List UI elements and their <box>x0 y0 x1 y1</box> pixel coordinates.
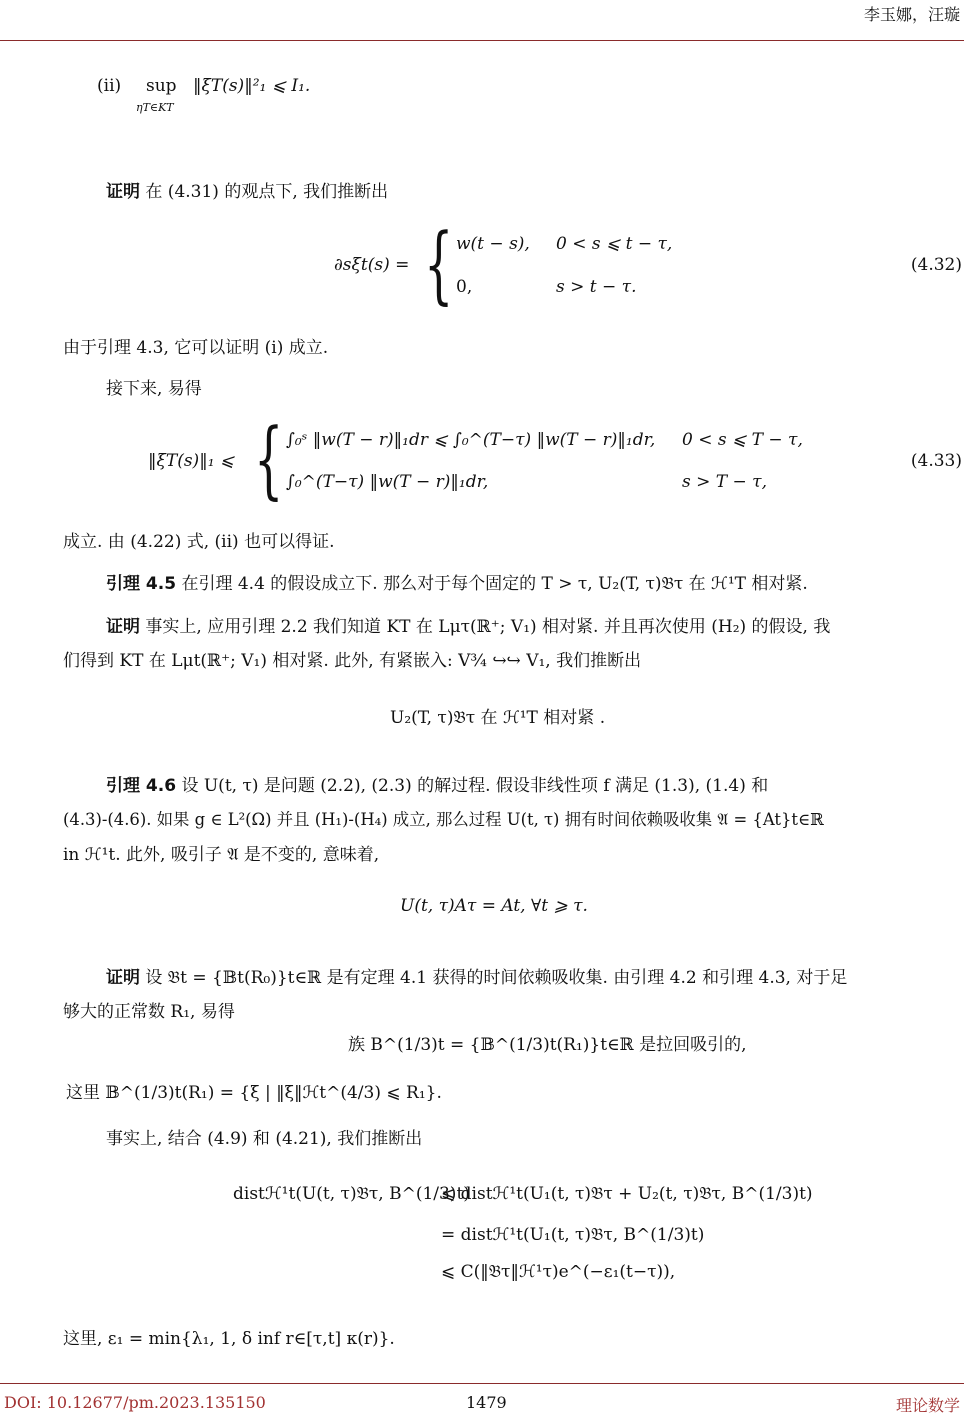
proof-label: 证明 <box>106 617 140 637</box>
eq433-case1-expr: ∫₀ˢ ‖w(T − r)‖₁dr ⩽ ∫₀^(T−τ) ‖w(T − r)‖₁dr, <box>286 430 656 450</box>
lemma-4-6-line1-text: 设 U(t, τ) 是问题 (2.2), (2.3) 的解过程. 假设非线性项 f 满足 (1.3), (1.4) 和 <box>181 776 769 796</box>
lemma-4-6-line3: in ℋ¹t. 此外, 吸引子 𝔄 是不变的, 意味着, <box>63 845 380 865</box>
eq432-case1-cond: 0 < s ⩽ t − τ, <box>556 234 673 254</box>
proof3-display1: 族 B^(1/3)t = {𝔹^(1/3)t(R₁)}t∈ℝ 是拉回吸引的, <box>348 1035 747 1055</box>
footer-page-number: 1479 <box>466 1393 507 1412</box>
eq432-case2-cond: s > t − τ. <box>556 277 637 297</box>
proof3-line4: 事实上, 结合 (4.9) 和 (4.21), 我们推断出 <box>106 1129 423 1149</box>
proof-label: 证明 <box>106 182 140 202</box>
lemma-label: 引理 4.6 <box>106 776 177 796</box>
proof1-paragraph <box>106 177 388 202</box>
lemma-4-6-line2: (4.3)-(4.6). 如果 g ∈ L²(Ω) 并且 (H₁)-(H₄) 成立, 那么过程 U(t, τ) 拥有时间依赖吸收集 𝔄 = {At}t∈ℝ <box>63 810 824 829</box>
align-row1-lhs: distℋ¹t(U(t, τ)𝔅τ, B^(1/3)t) <box>233 1184 470 1204</box>
proof1-intro: 在 (4.31) 的观点下, 我们推断出 <box>145 182 389 202</box>
header-rule <box>0 40 964 41</box>
proof3-line3: 这里 𝔹^(1/3)t(R₁) = {ξ | ‖ξ‖ℋt^(4/3) ⩽ R₁}. <box>66 1083 442 1103</box>
lemma-4-6-line1 <box>106 771 768 796</box>
eq433-lhs: ‖ξT(s)‖₁ ⩽ <box>148 451 235 471</box>
proof2-display: U₂(T, τ)𝔅τ 在 ℋ¹T 相对紧 . <box>390 708 606 728</box>
align-row2-rhs: = distℋ¹t(U₁(t, τ)𝔅τ, B^(1/3)t) <box>441 1225 705 1245</box>
proof3-line2: 够大的正常数 R₁, 易得 <box>63 1002 235 1022</box>
eq433-case1-cond: 0 < s ⩽ T − τ, <box>682 430 803 450</box>
proof-label: 证明 <box>106 968 140 988</box>
lemma-4-5 <box>106 569 808 594</box>
align-row1-rhs: ⩽ distℋ¹t(U₁(t, τ)𝔅τ + U₂(t, τ)𝔅τ, B^(1/3)t) <box>441 1184 813 1204</box>
footer-journal-link[interactable]: 理论数学 <box>895 1396 960 1415</box>
proof3-last: 这里, ε₁ = min{λ₁, 1, δ inf r∈[τ,t] κ(r)}. <box>63 1329 395 1349</box>
running-header-authors: 李玉娜，汪璇 <box>863 5 960 24</box>
footer-doi-link[interactable]: DOI: 10.12677/pm.2023.135150 <box>4 1393 266 1412</box>
sup-operator: sup <box>146 76 177 96</box>
proof3-line1-text: 设 𝔅t = {𝔹t(R₀)}t∈ℝ 是有定理 4.1 获得的时间依赖吸收集. 由引理 4.2 和引理 4.3, 对于足 <box>145 968 848 988</box>
lemma-4-5-text: 在引理 4.4 的假设成立下. 那么对于每个固定的 T > τ, U₂(T, τ)𝔅τ 在 ℋ¹T 相对紧. <box>181 574 808 594</box>
eq432-lhs: ∂sξt(s) = <box>334 255 410 275</box>
proof2-line1 <box>106 612 830 637</box>
lemma-label: 引理 4.5 <box>106 574 177 594</box>
eq432-case1-expr: w(t − s), <box>456 234 530 254</box>
left-brace-icon: { <box>254 410 284 508</box>
equation-number-4-32: (4.32) <box>910 255 962 275</box>
footer-rule <box>0 1383 964 1384</box>
proof1-next: 接下来, 易得 <box>106 379 202 399</box>
proof1-line-after: 由于引理 4.3, 它可以证明 (i) 成立. <box>63 338 329 358</box>
item-ii-label: (ii) <box>97 76 122 96</box>
lemma-4-6-display: U(t, τ)Aτ = At, ∀t ⩾ τ. <box>400 896 588 916</box>
equation-number-4-33: (4.33) <box>910 451 962 471</box>
eq433-case2-expr: ∫₀^(T−τ) ‖w(T − r)‖₁dr, <box>286 472 489 492</box>
eq433-case2-cond: s > T − τ, <box>682 472 767 492</box>
sup-subscript: ηT∈KT <box>136 101 174 114</box>
proof2-line2: 们得到 KT 在 Lμt(ℝ⁺; V₁) 相对紧. 此外, 有紧嵌入: V¾ ↪↪ V₁, 我们推断出 <box>63 651 642 671</box>
align-row3-rhs: ⩽ C(‖𝔅τ‖ℋ¹τ)e^(−ε₁(t−τ)), <box>441 1262 676 1282</box>
item-ii-expression: ‖ξT(s)‖²₁ ⩽ I₁. <box>193 76 311 96</box>
proof1-conclusion: 成立. 由 (4.22) 式, (ii) 也可以得证. <box>63 532 335 552</box>
proof2-line1-text: 事实上, 应用引理 2.2 我们知道 KT 在 Lμτ(ℝ⁺; V₁) 相对紧. 并且再次使用 (H₂) 的假设, 我 <box>145 617 831 637</box>
left-brace-icon: { <box>424 215 454 313</box>
proof3-line1 <box>106 963 847 988</box>
eq432-case2-expr: 0, <box>456 277 473 297</box>
